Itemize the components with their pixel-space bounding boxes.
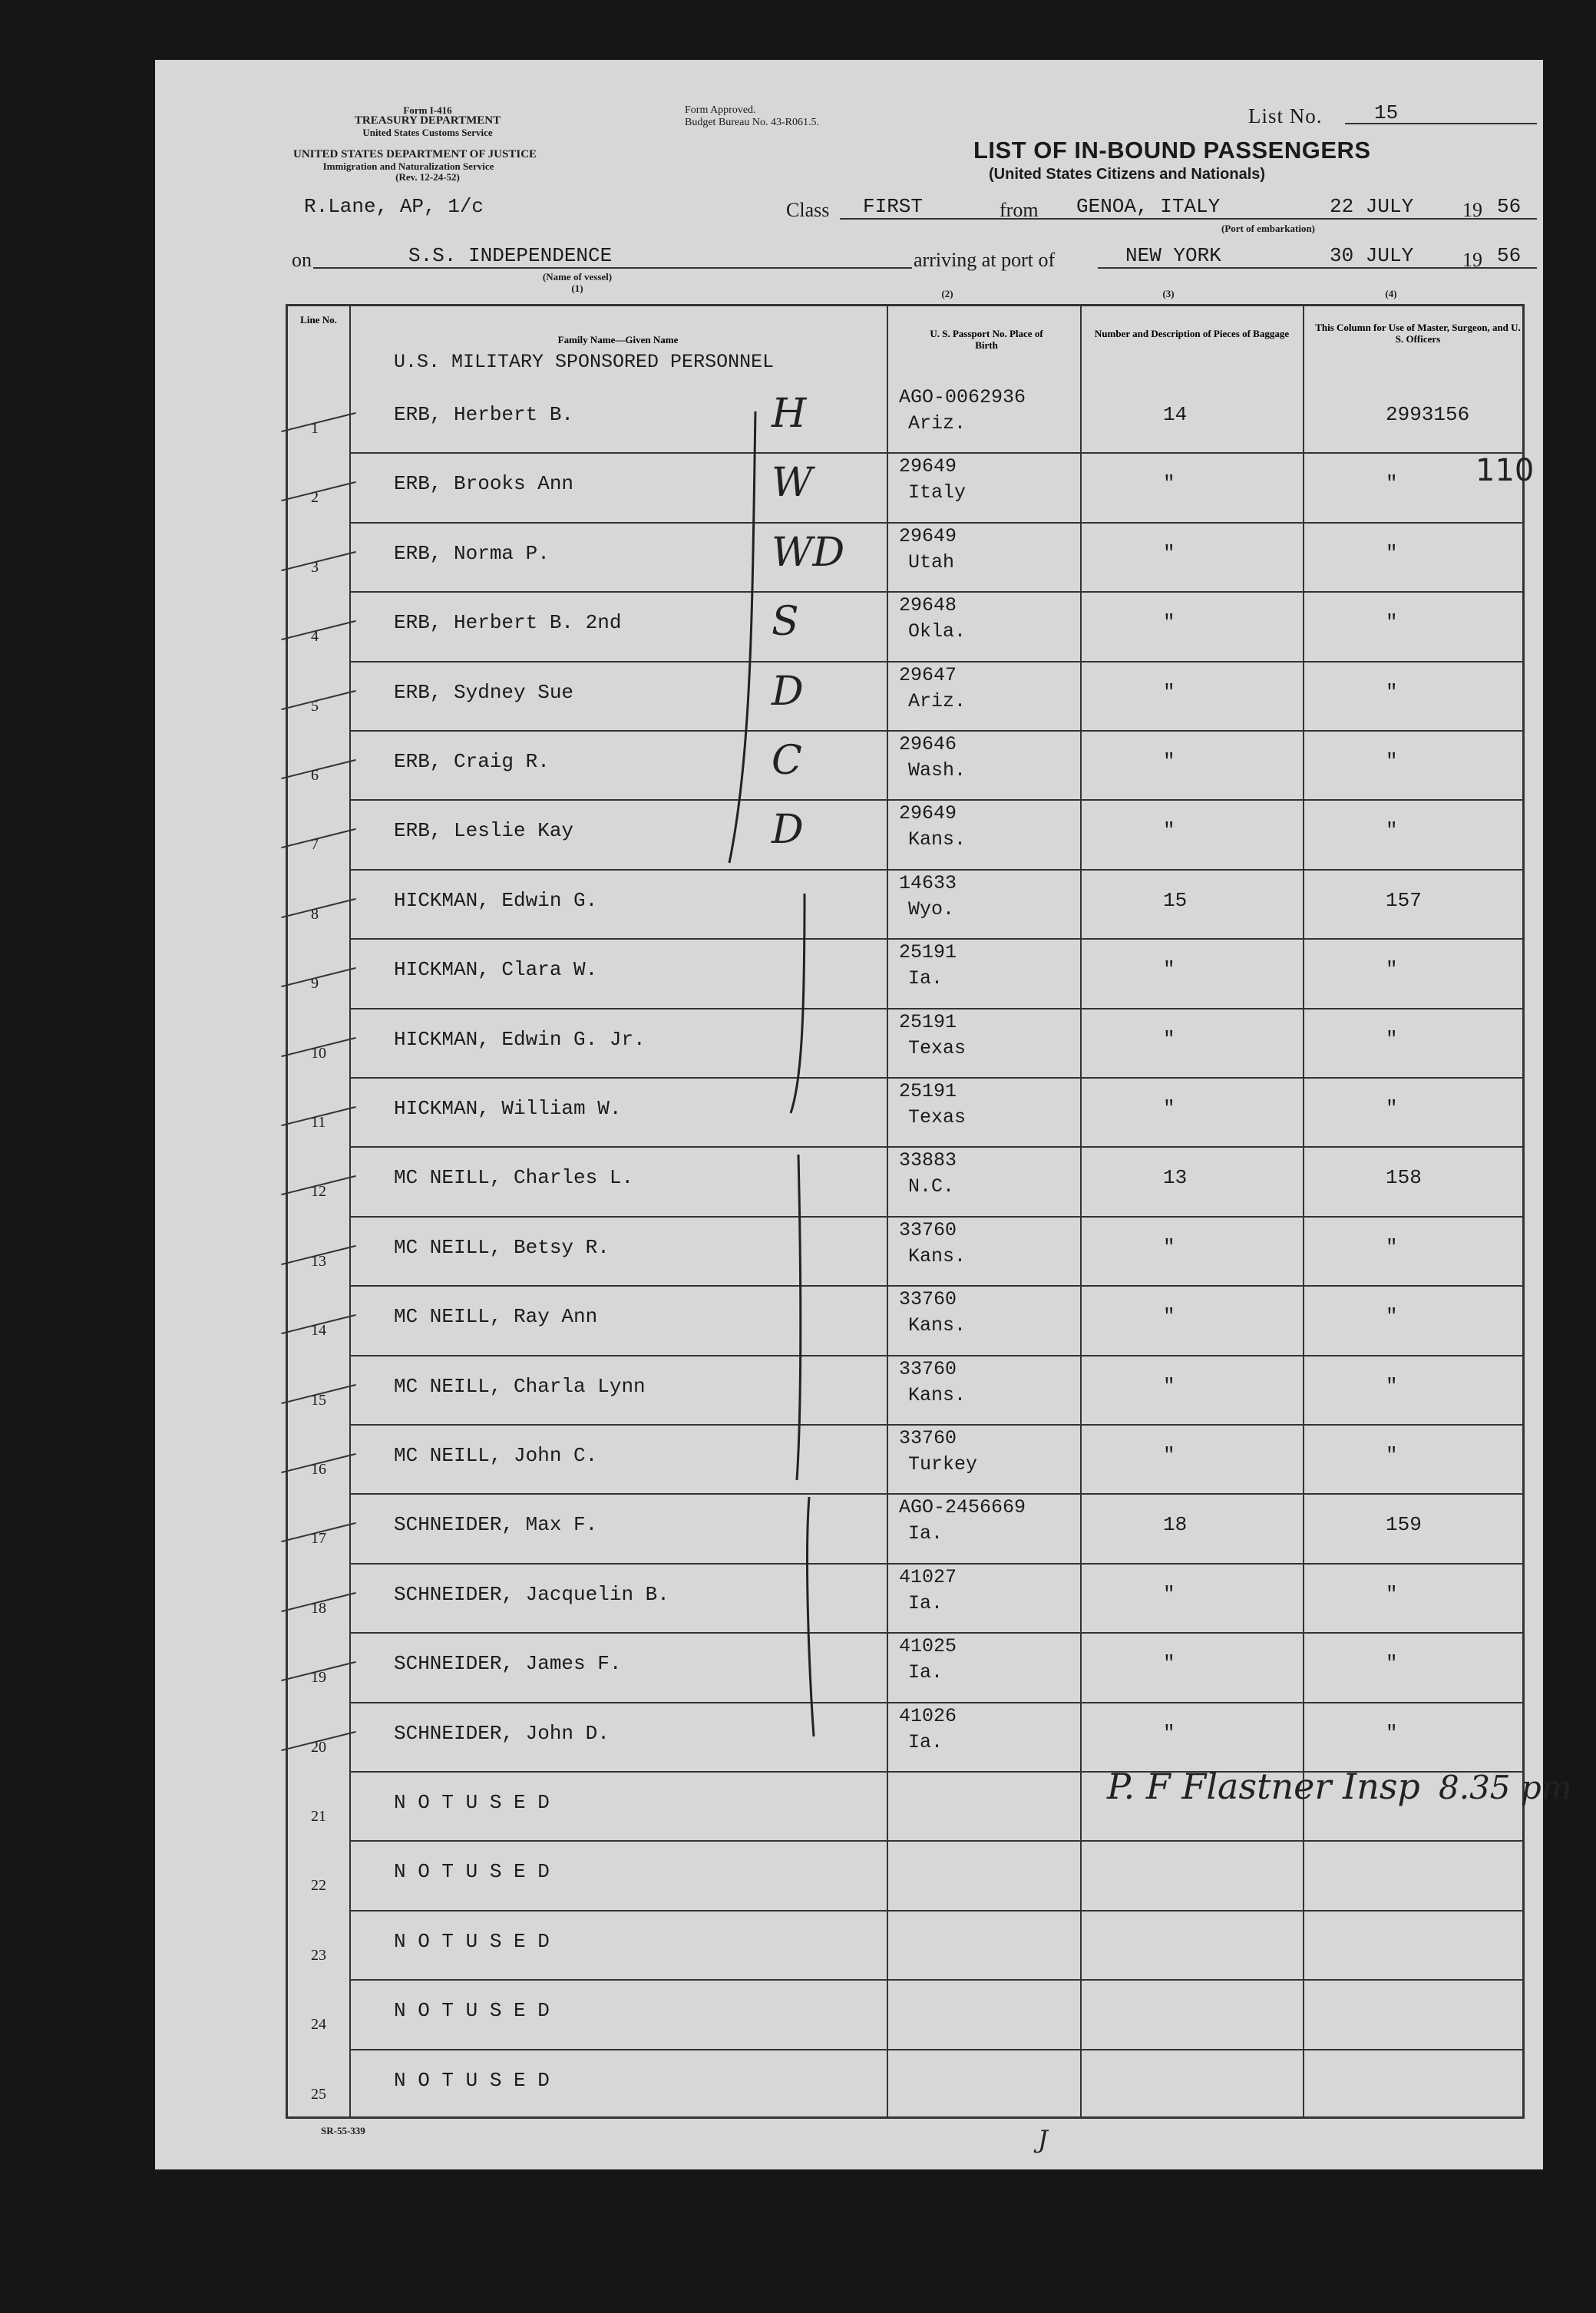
place-of-birth: Ia.	[908, 1591, 943, 1614]
baggage-count: "	[1163, 1027, 1175, 1051]
line-number: 15	[311, 1391, 326, 1409]
baggage-count: 13	[1163, 1166, 1188, 1190]
revision: (Rev. 12-24-52)	[395, 171, 460, 183]
place-of-birth: Ia.	[908, 1522, 943, 1545]
officer-entry: "	[1386, 819, 1398, 843]
passport-number: 29646	[899, 733, 957, 755]
officer-entry: "	[1386, 1721, 1398, 1745]
officer-entry: "	[1386, 1652, 1398, 1676]
port-embarkation-label: (Port of embarkation)	[1221, 223, 1316, 234]
group-header: U.S. MILITARY SPONSORED PERSONNEL	[394, 351, 775, 373]
form-number: Form I-416	[403, 104, 452, 116]
passenger-name: MC NEILL, Charla Lynn	[394, 1374, 646, 1398]
passport-number: AGO-2456669	[899, 1496, 1026, 1519]
arriving-label: arriving at port of	[914, 249, 1056, 271]
line-number: 13	[311, 1252, 326, 1270]
passenger-name: HICKMAN, William W.	[394, 1097, 622, 1120]
line-number: 24	[311, 2016, 326, 2034]
baggage-count: 14	[1163, 403, 1188, 426]
passenger-name: ERB, Norma P.	[394, 541, 550, 565]
line-number: 3	[311, 558, 319, 576]
officer-entry: "	[1386, 750, 1398, 773]
passport-number: 25191	[899, 1080, 957, 1102]
baggage-count: "	[1163, 1374, 1175, 1398]
passport-number: 29649	[899, 455, 957, 478]
handwritten-mark: D	[772, 668, 804, 715]
place-of-birth: Texas	[908, 1106, 967, 1128]
passenger-name: N O T U S E D	[394, 1791, 550, 1814]
passenger-name: SCHNEIDER, Max F.	[394, 1513, 598, 1537]
place-of-birth: Wyo.	[908, 897, 955, 920]
preparer: R.Lane, AP, 1/c	[304, 195, 484, 218]
officer-entry: "	[1386, 680, 1398, 704]
passport-number: 25191	[899, 941, 957, 964]
place-of-birth: Ia.	[908, 967, 943, 990]
passenger-name: ERB, Craig R.	[394, 750, 550, 773]
officer-entry: 158	[1386, 1166, 1422, 1190]
baggage-count: "	[1163, 1652, 1175, 1676]
column-number-2: (2)	[941, 288, 953, 299]
place-of-birth: Texas	[908, 1036, 967, 1059]
margin-count: 110	[1475, 453, 1535, 488]
manifest-page	[155, 60, 1572, 2169]
line-number: 21	[311, 1808, 326, 1825]
passenger-name: N O T U S E D	[394, 1929, 550, 1953]
officer-entry: "	[1386, 541, 1398, 565]
passport-number: 14633	[899, 871, 957, 894]
passenger-name: ERB, Herbert B. 2nd	[394, 611, 622, 635]
place-of-birth: Kans.	[908, 1383, 967, 1406]
baggage-count: "	[1163, 1097, 1175, 1120]
passenger-name: N O T U S E D	[394, 2068, 550, 2092]
embarkation-date: 22 JULY	[1330, 195, 1414, 218]
passenger-name: ERB, Brooks Ann	[394, 472, 574, 496]
arrival-port: NEW YORK	[1125, 244, 1221, 267]
officer-entry: 157	[1386, 888, 1422, 912]
line-number: 4	[311, 628, 319, 646]
passport-number: 33760	[899, 1218, 957, 1241]
footer-code: SR-55-339	[321, 2125, 365, 2136]
passenger-name: HICKMAN, Edwin G.	[394, 888, 598, 912]
baggage-count: "	[1163, 1721, 1175, 1745]
place-of-birth: N.C.	[908, 1175, 955, 1198]
baggage-count: "	[1163, 541, 1175, 565]
officer-entry: "	[1386, 472, 1398, 496]
line-number: 1	[311, 420, 319, 437]
line-number: 14	[311, 1322, 326, 1340]
passport-number: AGO-0062936	[899, 386, 1026, 408]
passport-number: 33760	[899, 1357, 957, 1380]
baggage-count: "	[1163, 611, 1175, 635]
place-of-birth: Wash.	[908, 759, 967, 781]
inspector-signature: P. F Flastner Insp	[1107, 1766, 1420, 1807]
passport-number: 25191	[899, 1010, 957, 1033]
form-approved: Form Approved.	[685, 104, 756, 116]
place-of-birth: Kans.	[908, 1244, 967, 1267]
line-number: 9	[311, 975, 319, 993]
place-of-birth: Italy	[908, 481, 967, 504]
header-baggage: Number and Description of Pieces of Baggage	[1094, 328, 1290, 339]
place-of-birth: Ariz.	[908, 689, 967, 712]
officer-entry: 159	[1386, 1513, 1422, 1537]
place-of-birth: Ia.	[908, 1661, 943, 1684]
officer-entry: "	[1386, 1444, 1398, 1467]
footer-mark: J	[1038, 2125, 1048, 2154]
arrival-date: 30 JULY	[1330, 244, 1414, 267]
vessel-label: (Name of vessel)	[542, 271, 613, 283]
baggage-count: 18	[1163, 1513, 1188, 1537]
passenger-name: SCHNEIDER, James F.	[394, 1652, 622, 1676]
handwritten-mark: H	[772, 391, 807, 437]
inspection-time: 8.35 pm	[1439, 1769, 1572, 1806]
baggage-count: "	[1163, 1305, 1175, 1329]
baggage-count: "	[1163, 750, 1175, 773]
embarkation-year: 56	[1497, 195, 1522, 218]
place-of-birth: Turkey	[908, 1453, 978, 1475]
handwritten-mark: C	[772, 738, 802, 784]
customs-service: United States Customs Service	[362, 127, 493, 138]
baggage-count: "	[1163, 958, 1175, 982]
passport-number: 29648	[899, 594, 957, 617]
passport-number: 33760	[899, 1288, 957, 1311]
passenger-name: MC NEILL, Ray Ann	[394, 1305, 598, 1329]
passport-number: 29649	[899, 802, 957, 825]
officer-entry: "	[1386, 1305, 1398, 1329]
passenger-name: N O T U S E D	[394, 1999, 550, 2023]
list-no-label: List No.	[1248, 104, 1323, 127]
passenger-name: SCHNEIDER, John D.	[394, 1721, 610, 1745]
arrival-year: 56	[1497, 244, 1522, 267]
embarkation-port: GENOA, ITALY	[1076, 195, 1221, 218]
class-label: Class	[786, 199, 830, 221]
line-number: 16	[311, 1461, 326, 1478]
officer-entry: "	[1386, 611, 1398, 635]
header-line-no: Line No.	[300, 314, 337, 325]
passenger-name: SCHNEIDER, Jacquelin B.	[394, 1582, 669, 1606]
class-value: FIRST	[863, 195, 924, 218]
officer-entry: "	[1386, 958, 1398, 982]
passenger-name: ERB, Leslie Kay	[394, 819, 574, 843]
passenger-name: MC NEILL, Charles L.	[394, 1166, 634, 1190]
passport-number: 41027	[899, 1565, 957, 1588]
line-number: 6	[311, 767, 319, 784]
passenger-name: HICKMAN, Clara W.	[394, 958, 598, 982]
handwritten-mark: WD	[772, 529, 845, 576]
header-name: Family Name—Given Name	[557, 334, 679, 345]
passport-number: 33760	[899, 1427, 957, 1449]
baggage-count: "	[1163, 1444, 1175, 1467]
passport-number: 29647	[899, 663, 957, 686]
line-number: 22	[311, 1877, 326, 1895]
line-number: 5	[311, 697, 319, 715]
from-label: from	[1000, 199, 1039, 221]
line-number: 23	[311, 1946, 326, 1964]
line-number: 7	[311, 836, 319, 854]
arrival-year-prefix: 19	[1462, 249, 1482, 271]
baggage-count: "	[1163, 680, 1175, 704]
passenger-name: MC NEILL, Betsy R.	[394, 1235, 610, 1259]
place-of-birth: Utah	[908, 550, 955, 573]
document-title: LIST OF IN-BOUND PASSENGERS	[973, 137, 1371, 164]
line-number: 10	[311, 1044, 326, 1062]
passenger-name: N O T U S E D	[394, 1860, 550, 1884]
officer-entry: "	[1386, 1235, 1398, 1259]
baggage-count: "	[1163, 1582, 1175, 1606]
handwritten-mark: S	[772, 599, 799, 646]
baggage-count: "	[1163, 819, 1175, 843]
handwritten-mark: W	[772, 460, 813, 507]
line-number: 12	[311, 1183, 326, 1201]
passenger-name: MC NEILL, John C.	[394, 1444, 598, 1467]
column-number-4: (4)	[1385, 288, 1397, 299]
vessel-name: S.S. INDEPENDENCE	[408, 244, 613, 267]
officer-entry: "	[1386, 1027, 1398, 1051]
line-number: 2	[311, 489, 319, 507]
handwritten-mark: D	[772, 807, 804, 854]
column-number-1: (1)	[571, 283, 583, 294]
officer-entry: "	[1386, 1097, 1398, 1120]
header-passport: U. S. Passport No. Place of Birth	[930, 328, 1043, 351]
passenger-name: HICKMAN, Edwin G. Jr.	[394, 1027, 646, 1051]
treasury-dept: TREASURY DEPARTMENT	[354, 114, 501, 127]
officer-entry: "	[1386, 1582, 1398, 1606]
line-number: 17	[311, 1530, 326, 1548]
passport-number: 29649	[899, 524, 957, 547]
baggage-count: 15	[1163, 888, 1188, 912]
budget-bureau: Budget Bureau No. 43-R061.5.	[685, 117, 819, 128]
document-subtitle: (United States Citizens and Nationals)	[989, 166, 1266, 183]
passenger-name: ERB, Sydney Sue	[394, 680, 574, 704]
line-number: 18	[311, 1599, 326, 1617]
line-number: 25	[311, 2085, 326, 2103]
on-label: on	[292, 249, 312, 271]
place-of-birth: Ia.	[908, 1730, 943, 1753]
passport-number: 41026	[899, 1704, 957, 1727]
embarkation-year-prefix: 19	[1462, 199, 1482, 221]
line-number: 11	[311, 1114, 326, 1131]
passport-number: 33883	[899, 1149, 957, 1172]
passport-number: 41025	[899, 1635, 957, 1658]
baggage-count: "	[1163, 472, 1175, 496]
ins-service: Immigration and Naturalization Service	[322, 160, 494, 172]
column-number-3: (3)	[1162, 288, 1175, 299]
header-officers: This Column for Use of Master, Surgeon, and U. S. Officers	[1315, 322, 1521, 345]
place-of-birth: Kans.	[908, 828, 967, 851]
passenger-name: ERB, Herbert B.	[394, 403, 574, 426]
justice-dept: UNITED STATES DEPARTMENT OF JUSTICE	[293, 148, 537, 160]
list-no-value: 15	[1374, 101, 1399, 124]
line-number: 19	[311, 1669, 326, 1687]
officer-entry: 2993156	[1386, 403, 1470, 426]
handwritten-brackets	[155, 60, 1543, 2169]
place-of-birth: Okla.	[908, 620, 967, 643]
place-of-birth: Kans.	[908, 1314, 967, 1337]
place-of-birth: Ariz.	[908, 412, 967, 435]
baggage-count: "	[1163, 1235, 1175, 1259]
officer-entry: "	[1386, 1374, 1398, 1398]
line-number: 20	[311, 1738, 326, 1756]
line-number: 8	[311, 905, 319, 923]
